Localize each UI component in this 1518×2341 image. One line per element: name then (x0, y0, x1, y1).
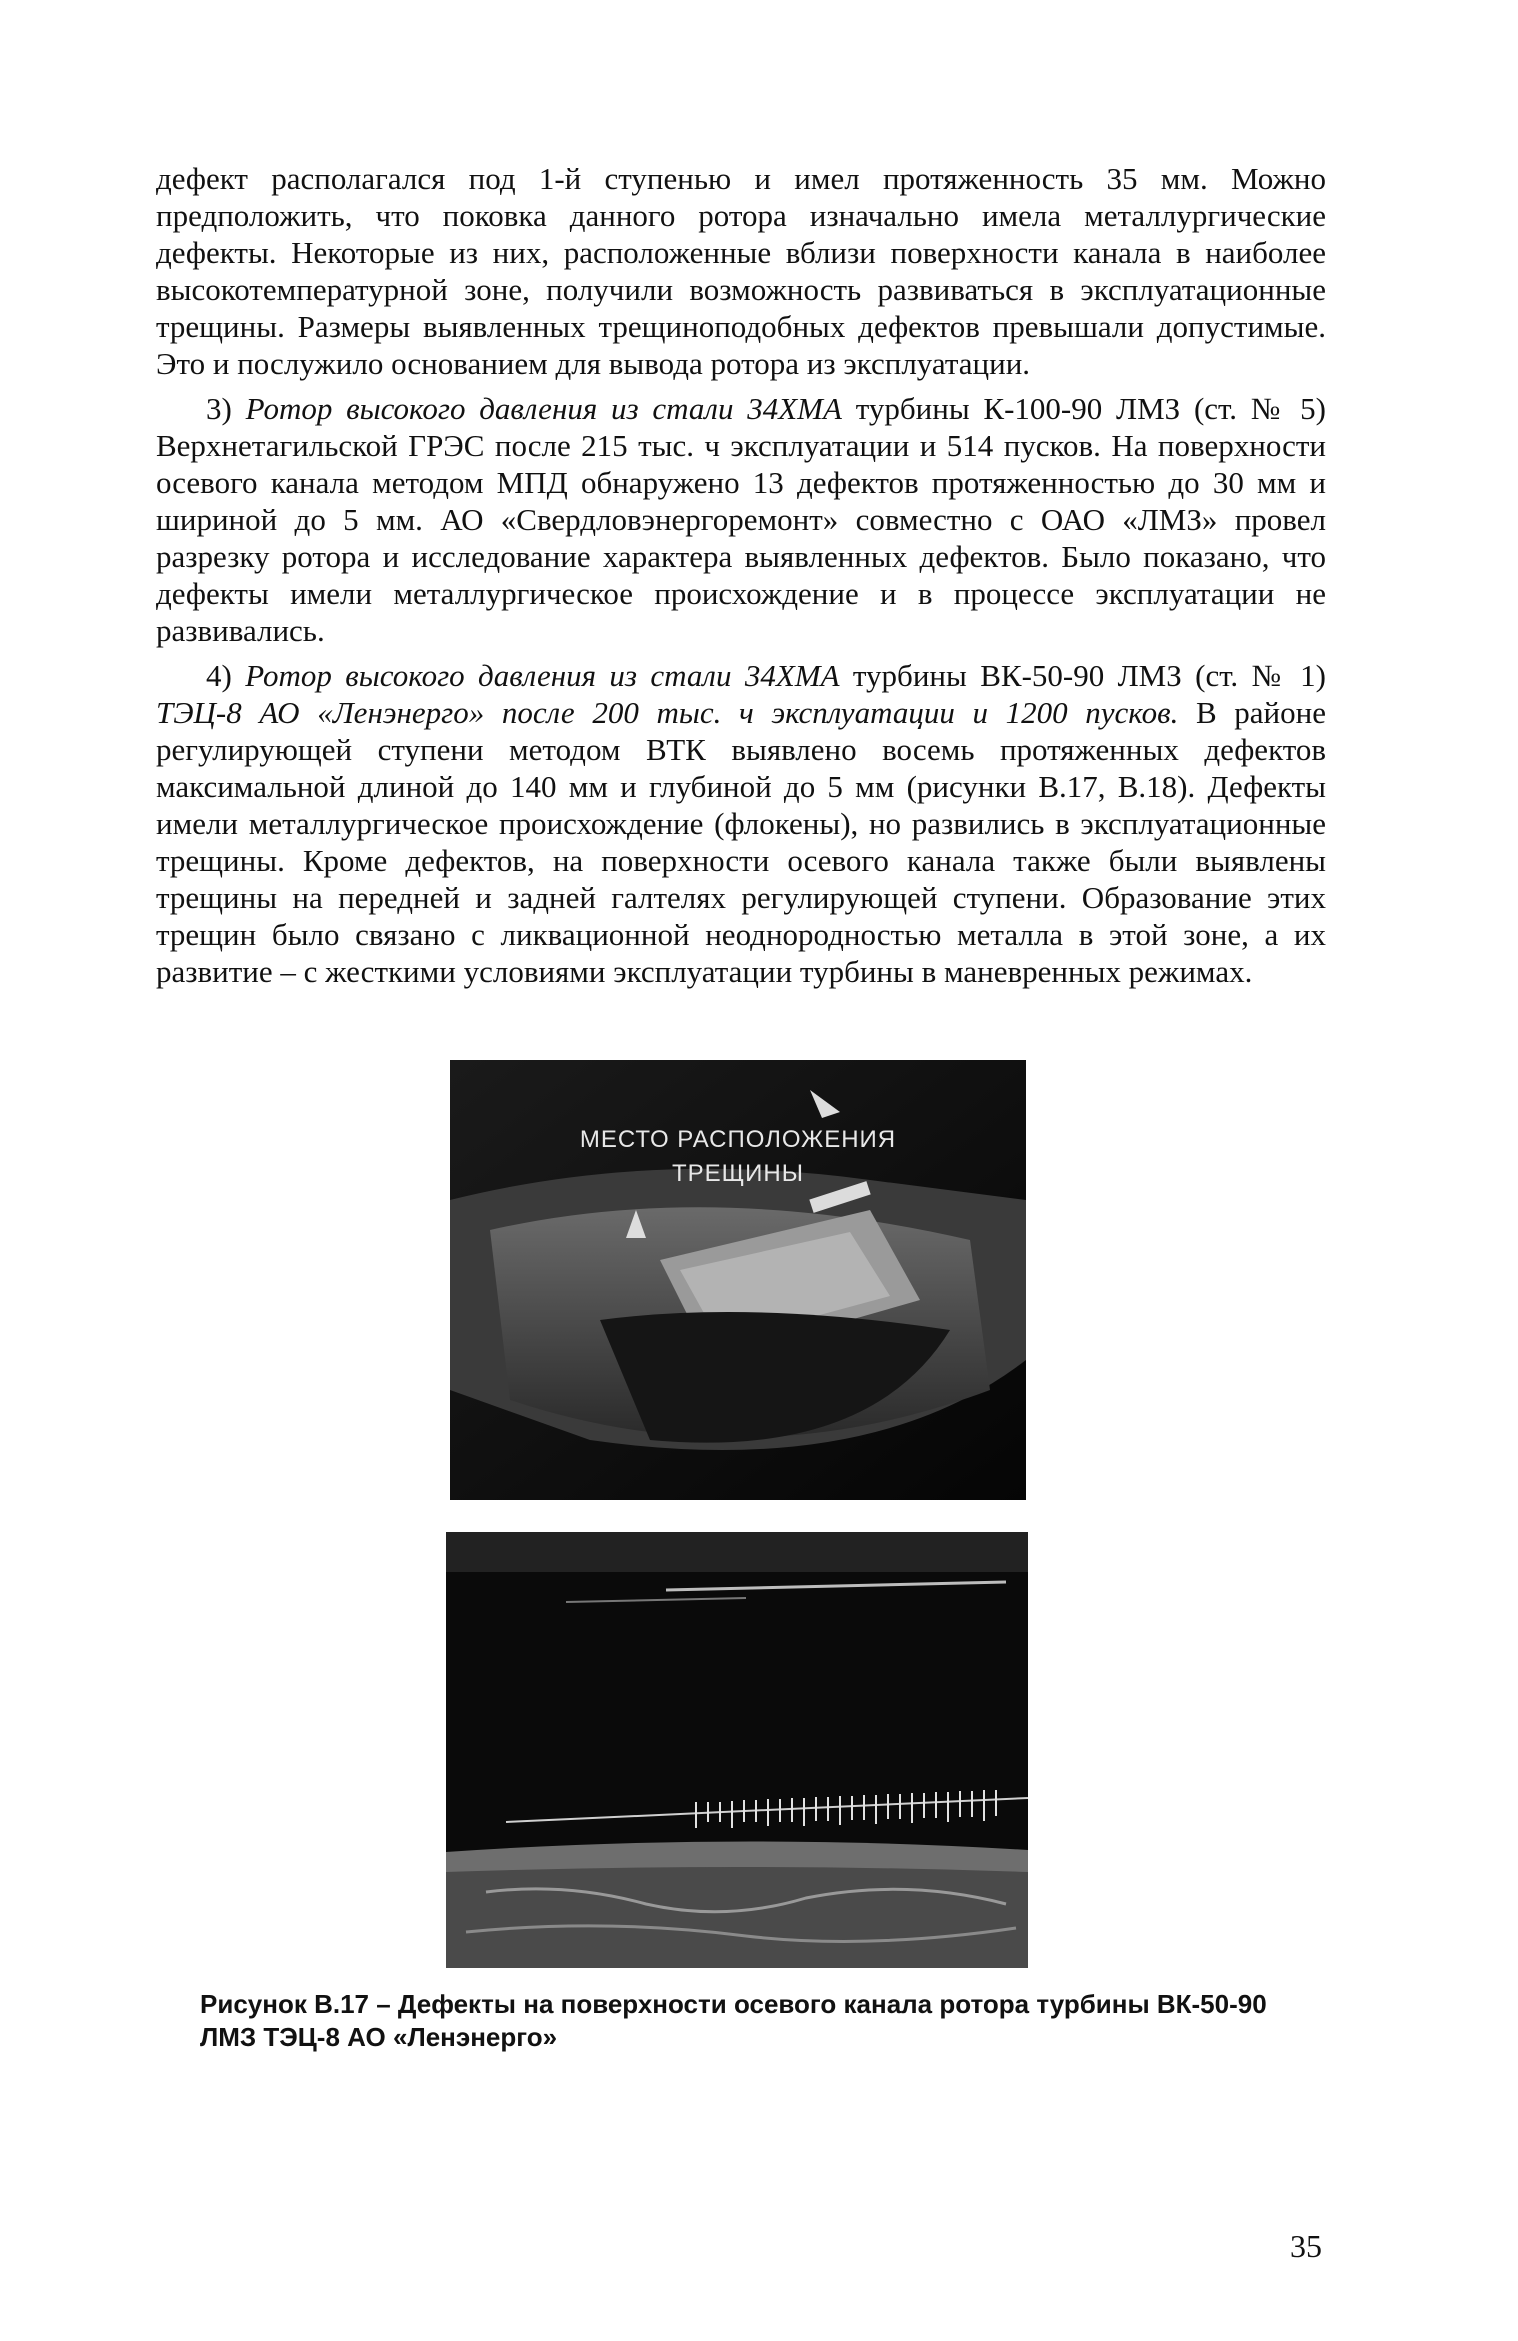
paragraph-3-segment: 4) (206, 658, 246, 693)
paragraph-2-segment: турбины К-100-90 ЛМЗ (ст. № 5) Верхнетагильской ГРЭС после 215 тыс. ч эксплуатации и 514 пусков. На поверхности осевого канала методом МПД обнаружено 13 дефектов протяженностью до 30 мм и шириной до 5 мм. АО «Свердловэнергоремонт» совместно с ОАО «ЛМЗ» провел разрезку ротора и исследование характера выявленных дефектов. Было показано, что дефекты имели металлургическое происхождение и в процессе эксплуатации не развивались. (156, 391, 1327, 648)
figure-photo-channel-surface (446, 1532, 1028, 1968)
paragraph-3-segment: В районе регулирующей ступени методом ВТК выявлено восемь протяженных дефектов максимальной длиной до 140 мм и глубиной до 5 мм (рисунки В.17, В.18). Дефекты имели металлургическое происхождение (флокены), но развились в эксплуатационные трещины. Кроме дефектов, на поверхности осевого канала также были выявлены трещины на передней и задней галтелях регулирующей ступени. Образование этих трещин было связано с ликвационной неоднородностью металла в этой зоне, а их развитие – с жесткими условиями эксплуатации турбины в маневренных режимах. (156, 695, 1326, 989)
paragraph-2-segment: Ротор высокого давления из стали 34ХМА (245, 391, 842, 426)
paragraph-1-segment: дефект располагался под 1-й ступенью и имел протяженность 35 мм. Можно предположить, что поковка данного ротора изначально имела металлургические дефекты. Некоторые из них, расположенные вблизи поверхности канала в наиболее высокотемпературной зоне, получили возможность развиваться в эксплуатационные трещины. Размеры выявленных трещиноподобных дефектов превышали допустимые. Это и послужило основанием для вывода ротора из эксплуатации. (156, 161, 1326, 381)
figure-caption: Рисунок В.17 – Дефекты на поверхности осевого канала ротора турбины ВК-50-90 ЛМЗ ТЭЦ-8 АО «Ленэнерго» (200, 1989, 1267, 2052)
paragraph-3 (156, 657, 1326, 990)
paragraph-2 (156, 390, 1326, 649)
photo-label-line-2: ТРЕЩИНЫ (671, 1160, 804, 1187)
body-text (156, 160, 1326, 998)
photo-label-line-1: МЕСТО РАСПОЛОЖЕНИЯ (579, 1126, 897, 1153)
paragraph-2-segment: 3) (206, 391, 246, 426)
figure-photo-rotor-sample (450, 1060, 1026, 1500)
page-number: 35 (1290, 2228, 1322, 2264)
paragraph-1 (156, 160, 1326, 382)
paragraph-3-segment: ТЭЦ-8 АО «Ленэнерго» после 200 тыс. ч эксплуатации и 1200 пусков. (156, 695, 1179, 730)
paragraph-3-segment: Ротор высокого давления из стали 34ХМА (245, 658, 840, 693)
channel-surface-photo-art (446, 1532, 1028, 1968)
paragraph-3-segment: турбины ВК-50-90 ЛМЗ (ст. № 1) (839, 658, 1326, 693)
